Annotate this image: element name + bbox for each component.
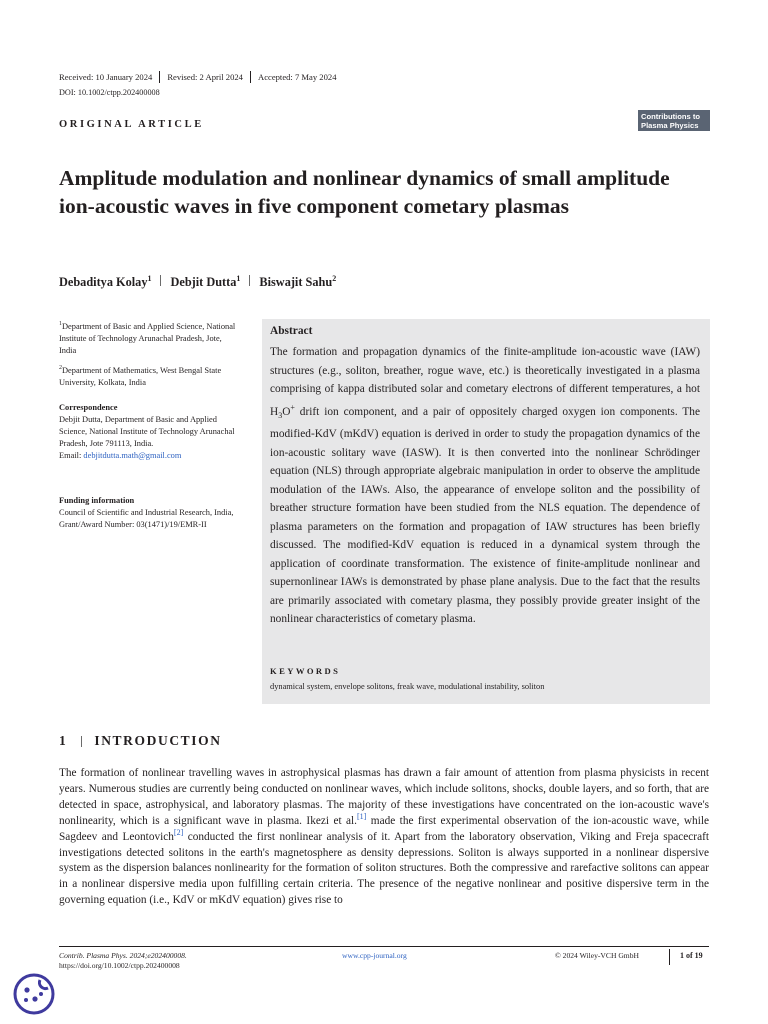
divider bbox=[81, 736, 82, 747]
journal-logo bbox=[638, 110, 710, 131]
abstract-text: The formation and propagation dynamics of the finite-amplitude ion-acoustic wave (IAW) structures (e.g., soliton, breather, rogue wave, etc.) is theoretically investigated in a plasma comprising of kappa distributed solar and cometary electrons of different temperatures, a hot $H_3O^+$ drift ion component, and a pair of oppositely charged oxygen ion components. The modified-KdV (mKdV) equation is derived in order to study the propagation dynamics of the ion-acoustic solitary wave (IASW). It is then converted into the nonlinear Schrödinger equation (NLS) through appropriate algebraic manipulation in order to observe the amplitude modulation of the IAWs. Also, the appearance of envelope soliton and the possibility of breather structure formation have been studied from the NLS equation. The dependence of plasma parameters on the formation and propagation of IAW structures has been briefly discussed. The modified-KdV equation is reduced in a dynamical system through the application of coordinate transformation. The existence of finite-amplitude nonlinear and supernonlinear IAWs is demonstrated by phase plane analysis. Due to the fact that the results are primarily associated with cometary plasma, they possibly provide greater insight of the nonlinear characteristics of cometary plasma. bbox=[270, 346, 700, 626]
keywords: dynamical system, envelope solitons, freak wave, modulational instability, soliton bbox=[270, 682, 545, 691]
citation-link[interactable]: [2] bbox=[173, 827, 184, 837]
author-list bbox=[59, 274, 336, 290]
revised-date: Revised: 2 April 2024 bbox=[167, 72, 243, 82]
correspondence-text: Debjit Dutta, Department of Basic and Applied Science, National Institute of Technology Arunachal Pradesh, Jote 791113, India. bbox=[59, 415, 235, 448]
divider bbox=[249, 275, 250, 286]
section-number: 1 bbox=[59, 733, 68, 748]
divider bbox=[159, 71, 160, 83]
doi: DOI: 10.1002/ctpp.202400008 bbox=[59, 88, 160, 97]
affiliation: $^2$Department of Mathematics, West Bengal State University, Kolkata, India bbox=[59, 365, 222, 387]
citation-text: Contrib. Plasma Phys. 2024;e202400008. bbox=[59, 951, 187, 960]
affiliation: $^1$Department of Basic and Applied Science, National Institute of Technology Arunachal Pradesh, Jote, India bbox=[59, 321, 236, 355]
abstract-box bbox=[262, 319, 710, 704]
citation-link[interactable]: [1] bbox=[357, 811, 367, 821]
author-name[interactable]: Debjit Dutta$^1$ bbox=[170, 274, 241, 290]
author-name[interactable]: Debaditya Kolay$^1$ bbox=[59, 274, 152, 290]
author-name[interactable]: Biswajit Sahu$^2$ bbox=[259, 274, 337, 290]
journal-logo-line2: Plasma Physics bbox=[641, 121, 699, 130]
funding-heading: Funding information bbox=[59, 496, 135, 505]
journal-logo-line1: Contributions to bbox=[641, 112, 701, 121]
abstract-heading: Abstract bbox=[270, 325, 313, 337]
section-title: INTRODUCTION bbox=[94, 733, 222, 748]
funding-text: Council of Scientific and Industrial Research, India, Grant/Award Number: 03(1471)/19/EMR-II bbox=[59, 508, 234, 529]
cookie-settings-icon[interactable] bbox=[12, 972, 56, 1016]
correspondence-heading: Correspondence bbox=[59, 403, 118, 412]
funding-info bbox=[59, 495, 239, 531]
footer-citation bbox=[59, 951, 187, 971]
divider bbox=[669, 949, 670, 965]
correspondence bbox=[59, 402, 239, 462]
received-date: Received: 10 January 2024 bbox=[59, 72, 153, 82]
divider bbox=[250, 71, 251, 83]
article-dates bbox=[59, 71, 337, 83]
article-type: ORIGINAL ARTICLE bbox=[59, 119, 204, 130]
page-number: 1 of 19 bbox=[680, 951, 703, 960]
correspondence-email-line: Email: debjitdutta.math@gmail.com bbox=[59, 451, 182, 460]
journal-website-link[interactable]: www.cpp-journal.org bbox=[342, 951, 407, 960]
intro-paragraph: The formation of nonlinear travelling waves in astrophysical plasmas has drawn a fair amount of attention from plasma physicists in recent years. Numerous studies are currently being conducted on nonlinear waves, which include solitons, shocks, double layers, and so forth, that are detected in space, astrophysical, and laboratory plasmas. The majority of these investigations have concentrated on the ion-acoustic wave's nonlinearity, which is a significant wave in plasma. Ikezi et al.[1] made the first experimental observation of the ion-acoustic wave, while Sagdeev and Leontovich[2] conducted the first nonlinear analysis of it. Apart from the laboratory observation, Viking and Freja spacecraft investigations detected solitons in the earth's magnetosphere as density depressions. Soliton is always supported in a nonlinear dispersive system as the dispersion balances nonlinearity for the formation of soliton structures. Both the compressive and rarefactive solitons can appear in a nonlinear dispersive media upon fulfilling certain criteria. The presence of the negative nonlinear and positive dispersive term in the governing equation (i.e., KdV or mKdV equation) gives rise to bbox=[59, 767, 709, 907]
keywords-heading: KEYWORDS bbox=[270, 666, 341, 676]
paper-title: Amplitude modulation and nonlinear dynamics of small amplitude ion-acoustic waves in five component cometary plasmas bbox=[59, 166, 670, 218]
copyright: © 2024 Wiley-VCH GmbH bbox=[555, 951, 639, 960]
doi-link[interactable]: https://doi.org/10.1002/ctpp.202400008 bbox=[59, 961, 180, 970]
footer-rule bbox=[59, 946, 709, 947]
email-link[interactable]: debjitdutta.math@gmail.com bbox=[83, 451, 182, 460]
section-heading bbox=[59, 733, 222, 749]
divider bbox=[160, 275, 161, 286]
accepted-date: Accepted: 7 May 2024 bbox=[257, 72, 337, 82]
